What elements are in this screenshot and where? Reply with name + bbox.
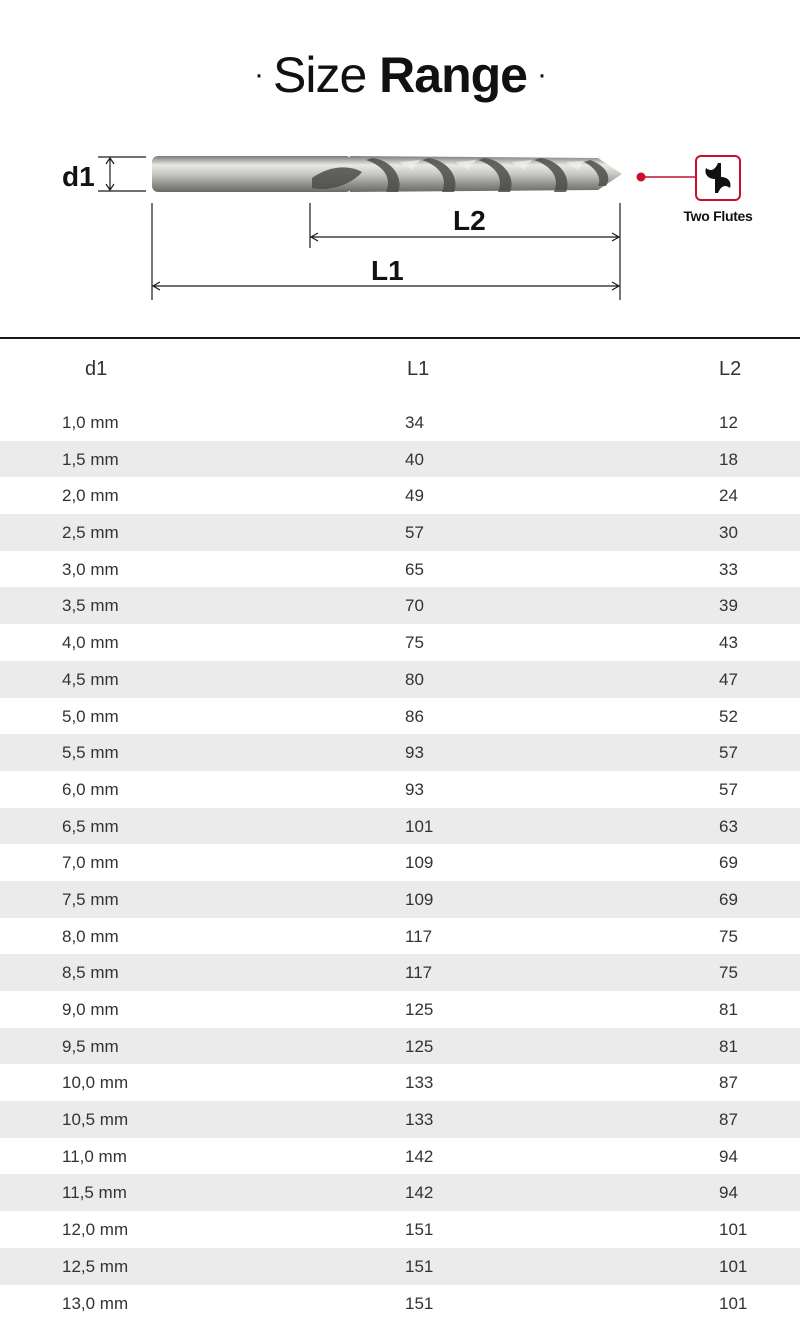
cell-l2: 87: [719, 1073, 738, 1093]
table-row: [0, 844, 800, 881]
table-row: [0, 698, 800, 735]
title-dot-left: ·: [254, 57, 263, 91]
cell-l2: 75: [719, 963, 738, 983]
table-row: [0, 551, 800, 588]
section-divider: [0, 337, 800, 339]
table-row: [0, 587, 800, 624]
cell-l2: 18: [719, 449, 738, 469]
cell-d1: 12,0 mm: [62, 1220, 129, 1240]
table-row: [0, 624, 800, 661]
table-row: [0, 771, 800, 808]
cell-l1: 151: [405, 1220, 434, 1240]
cell-d1: 2,5 mm: [62, 523, 119, 543]
cell-l2: 12: [719, 413, 738, 432]
cell-d1: 10,0 mm: [62, 1073, 129, 1093]
cell-l1: 109: [405, 889, 434, 909]
cell-d1: 1,5 mm: [62, 449, 119, 469]
cell-d1: 9,5 mm: [62, 1036, 119, 1056]
cell-l2: 69: [719, 889, 738, 909]
cell-l1: 117: [405, 963, 433, 983]
l2-label: L2: [453, 205, 486, 236]
header-d1: d1: [85, 358, 108, 380]
table-row: [0, 1174, 800, 1211]
cell-l2: 24: [719, 486, 738, 506]
cell-l1: 93: [405, 779, 424, 799]
cell-l2: 52: [719, 706, 738, 726]
cell-d1: 11,5 mm: [62, 1183, 127, 1203]
cell-l1: 65: [405, 559, 424, 579]
cell-d1: 1,0 mm: [62, 413, 119, 432]
drill-bit-diagram: [0, 140, 800, 315]
cell-l1: 142: [405, 1146, 434, 1166]
table-row: [0, 1138, 800, 1175]
title-light: Size: [273, 47, 367, 103]
cell-d1: 5,5 mm: [62, 743, 119, 763]
table-row: [0, 441, 800, 478]
cell-d1: 2,0 mm: [62, 486, 119, 506]
size-table: [0, 344, 800, 1321]
cell-l2: 94: [719, 1146, 738, 1166]
cell-l2: 75: [719, 926, 738, 946]
table-row: [0, 477, 800, 514]
cell-d1: 4,0 mm: [62, 633, 119, 653]
page-title: [0, 40, 800, 110]
cell-l2: 101: [719, 1293, 748, 1313]
cell-l1: 86: [405, 706, 424, 726]
cell-l1: 151: [405, 1293, 434, 1313]
cell-l2: 30: [719, 523, 738, 543]
table-row: [0, 1248, 800, 1285]
cell-l1: 40: [405, 449, 424, 469]
cell-d1: 8,5 mm: [62, 963, 119, 983]
table-row: [0, 1211, 800, 1248]
cell-l1: 93: [405, 743, 424, 763]
table-row: [0, 661, 800, 698]
table-header: [0, 344, 800, 404]
cell-d1: 12,5 mm: [62, 1256, 129, 1276]
table-row: [0, 1285, 800, 1322]
cell-l1: 75: [405, 633, 424, 653]
table-row: [0, 918, 800, 955]
cell-l2: 101: [719, 1256, 748, 1276]
header-l1: L1: [407, 358, 430, 380]
cell-l1: 151: [405, 1256, 434, 1276]
cell-d1: 4,5 mm: [62, 669, 119, 689]
cell-l1: 57: [405, 523, 424, 543]
table-row: [0, 514, 800, 551]
cell-l1: 80: [405, 669, 424, 689]
table-body: [0, 404, 800, 1321]
cell-d1: 3,0 mm: [62, 559, 119, 579]
cell-l1: 133: [405, 1073, 434, 1093]
cell-l2: 69: [719, 853, 738, 873]
cell-l2: 39: [719, 596, 738, 616]
two-flutes-icon: [695, 155, 741, 201]
cell-d1: 3,5 mm: [62, 596, 119, 616]
l1-label: L1: [371, 255, 404, 286]
d1-dimension: [98, 157, 146, 191]
cell-d1: 9,0 mm: [62, 1000, 119, 1019]
table-row: [0, 808, 800, 845]
table-row: [0, 954, 800, 991]
cell-l1: 142: [405, 1183, 434, 1203]
two-flutes-label: Two Flutes: [683, 208, 753, 224]
cell-l2: 33: [719, 559, 738, 579]
cell-d1: 7,0 mm: [62, 853, 119, 873]
cell-d1: 6,0 mm: [62, 779, 119, 799]
d1-label: d1: [62, 161, 95, 192]
header-l2: L2: [719, 358, 742, 380]
cell-d1: 8,0 mm: [62, 926, 119, 946]
table-row: [0, 991, 800, 1028]
cell-l1: 109: [405, 853, 434, 873]
table-row: [0, 734, 800, 771]
cell-d1: 13,0 mm: [62, 1293, 129, 1313]
cell-l1: 70: [405, 596, 424, 616]
cell-l1: 125: [405, 1000, 434, 1019]
cell-l1: 117: [405, 926, 433, 946]
cell-d1: 11,0 mm: [62, 1146, 127, 1166]
title-dot-right: ·: [536, 57, 546, 91]
cell-l2: 43: [719, 633, 738, 653]
table-row: [0, 1101, 800, 1138]
flute-shape-icon: [697, 157, 739, 199]
cell-l2: 87: [719, 1110, 738, 1130]
cell-l2: 63: [719, 816, 738, 836]
cell-l2: 101: [719, 1220, 748, 1240]
cell-l2: 57: [719, 779, 738, 799]
cell-l1: 49: [405, 486, 424, 506]
cell-l2: 81: [719, 1000, 738, 1019]
cell-l1: 34: [405, 413, 424, 432]
cell-d1: 5,0 mm: [62, 706, 119, 726]
cell-l2: 57: [719, 743, 738, 763]
table-row: [0, 881, 800, 918]
cell-d1: 10,5 mm: [62, 1110, 129, 1130]
title-bold: Range: [379, 47, 527, 103]
cell-l2: 81: [719, 1036, 738, 1056]
table-row: [0, 1028, 800, 1065]
cell-d1: 6,5 mm: [62, 816, 119, 836]
cell-l2: 94: [719, 1183, 738, 1203]
cell-l2: 47: [719, 669, 738, 689]
table-row: [0, 404, 800, 441]
table-row: [0, 1064, 800, 1101]
cell-l1: 125: [405, 1036, 434, 1056]
cell-l1: 101: [405, 816, 434, 836]
cell-d1: 7,5 mm: [62, 889, 119, 909]
cell-l1: 133: [405, 1110, 434, 1130]
